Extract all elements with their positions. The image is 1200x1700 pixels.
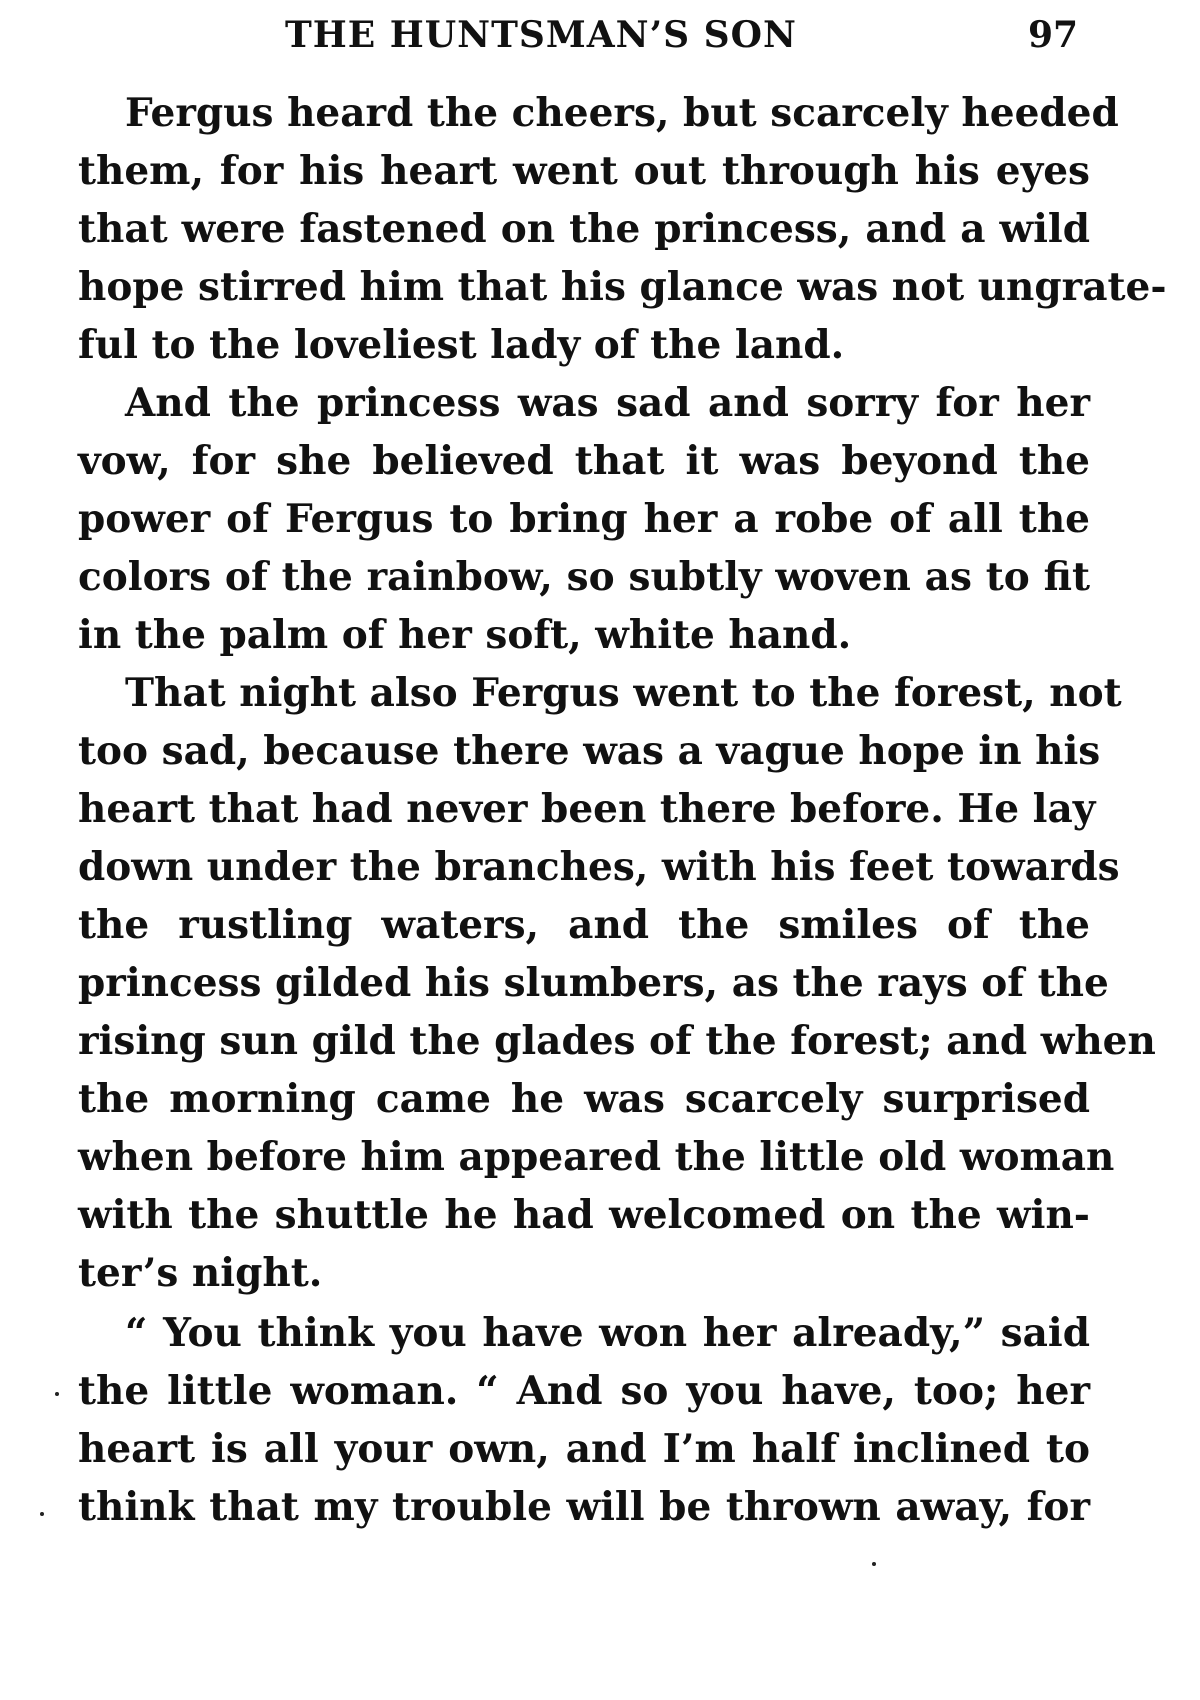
text-line: vow, for she believed that it was beyond the xyxy=(78,438,1090,484)
page-number: 97 xyxy=(1028,14,1079,56)
ink-speck xyxy=(872,1562,876,1566)
text-line: when before him appeared the little old woman xyxy=(78,1134,1115,1180)
ink-speck xyxy=(40,1512,44,1516)
text-line: heart is all your own, and I’m half inclined to xyxy=(78,1426,1090,1472)
text-line: heart that had never been there before. He lay xyxy=(78,786,1096,832)
text-line: that were fastened on the princess, and a wild xyxy=(78,206,1090,252)
ink-speck xyxy=(55,1392,59,1396)
running-title: THE HUNTSMAN’S SON xyxy=(285,14,797,56)
text-line: colors of the rainbow, so subtly woven as to fit xyxy=(78,554,1090,600)
text-line: the little woman. “ And so you have, too; her xyxy=(78,1368,1090,1414)
text-line: think that my trouble will be thrown away, for xyxy=(78,1484,1090,1530)
text-line: them, for his heart went out through his eyes xyxy=(78,148,1090,194)
text-line: princess gilded his slumbers, as the rays of the xyxy=(78,960,1109,1006)
text-line: And the princess was sad and sorry for her xyxy=(125,380,1090,426)
text-line: the rustling waters, and the smiles of the xyxy=(78,902,1090,948)
text-line: Fergus heard the cheers, but scarcely heeded xyxy=(125,90,1119,136)
text-line: That night also Fergus went to the forest, not xyxy=(125,670,1122,716)
text-line: down under the branches, with his feet towards xyxy=(78,844,1120,890)
text-line: too sad, because there was a vague hope in his xyxy=(78,728,1101,774)
text-line: with the shuttle he had welcomed on the win- xyxy=(78,1192,1090,1238)
running-head xyxy=(0,14,1200,74)
text-line: hope stirred him that his glance was not ungrate- xyxy=(78,264,1167,310)
text-line: ter’s night. xyxy=(78,1250,323,1296)
text-line: the morning came he was scarcely surprised xyxy=(78,1076,1090,1122)
text-line: power of Fergus to bring her a robe of all the xyxy=(78,496,1090,542)
text-line: ful to the loveliest lady of the land. xyxy=(78,322,845,368)
text-line: “ You think you have won her already,” said xyxy=(125,1310,1090,1356)
text-line: in the palm of her soft, white hand. xyxy=(78,612,852,658)
text-line: rising sun gild the glades of the forest; and when xyxy=(78,1018,1156,1064)
